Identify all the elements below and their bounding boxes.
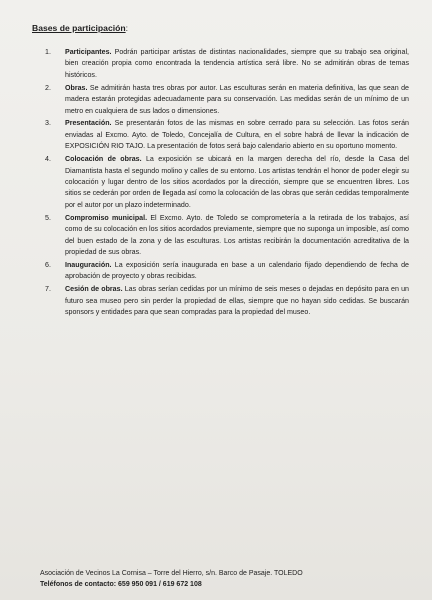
list-item: [33, 213, 409, 259]
list-item: [33, 260, 409, 283]
item-number: 7.: [45, 285, 51, 294]
item-number: 4.: [45, 155, 51, 164]
footer-phones: Teléfonos de contacto: 659 950 091 / 619 672 108: [40, 580, 202, 588]
heading-colon: :: [125, 23, 129, 33]
item-title: Cesión de obras.: [65, 285, 123, 294]
list-item: [33, 154, 409, 211]
item-title: Obras.: [65, 83, 88, 92]
item-text: La exposición sería inaugurada en base a un calendario fijado dependiendo de fecha de aprobación de proyecto y obras recibidas.: [65, 260, 409, 281]
item-title: Compromiso municipal.: [65, 213, 148, 222]
item-text: Se admitirán hasta tres obras por autor. Las esculturas serán en materia definitiva, las que sean de madera estarán protegidas adecuadamente para su conservación. Las medidas serán de un mínimo de un metro en cualquiera de sus lados o dimensiones.: [65, 83, 409, 115]
item-number: 1.: [45, 48, 51, 56]
item-title: Presentación.: [65, 119, 112, 128]
item-text: Las obras serían cedidas por un mínimo de seis meses o dejadas en depósito para en un futuro sea museo pero sin perder la propiedad de ellas, siempre que no hayan sido cedidas. Se buscarán sponsors y entidades para que sean compradas para la propiedad del museo.: [65, 285, 409, 316]
list-item: [33, 284, 409, 318]
rules-list: [33, 47, 409, 320]
item-title: Colocación de obras.: [65, 155, 142, 164]
item-text: Se presentarán fotos de las mismas en sobre cerrado para su selección. Las fotos serán enviadas al Excmo. Ayto. de Toledo, Concejalía de Cultura, en el sobre habrá de llevar la indicación de EXPOSICIÓN RIO TAJO. La presentación de fotos será bajo calendario abierto en su oportuno momento.: [65, 119, 409, 151]
item-title: Inauguración.: [65, 260, 112, 269]
item-text: El Excmo. Ayto. de Toledo se comprometería a la retirada de los trabajos, así como de su colocación en los sitios acordados previamente, siempre que no suponga un imposible, así como del buen estado de la zona y de las esculturas. Los artistas recibirán la documentación acreditativa de la propiedad de sus obras.: [65, 213, 409, 256]
item-number: 5.: [45, 213, 51, 222]
item-number: 3.: [45, 119, 51, 128]
item-text: Podrán participar artistas de distintas nacionalidades, siempre que su trabajo sea original, bien creación propia como encontrada la tendencia artística será libre. No se admitirán obras de temas históricos.: [65, 48, 409, 79]
footer-address: Asociación de Vecinos La Cornisa – Torre del Hierro, s/n. Barco de Pasaje. TOLEDO: [40, 570, 303, 577]
section-heading: [32, 23, 128, 34]
footer: [40, 569, 420, 590]
item-text: La exposición se ubicará en la margen derecha del río, desde la Casa del Diamantista hasta el segundo molino y calles de su entorno. Los artistas tendrán el honor de poder elegir su colocación y lugar dentro de los sitios acordados por la dirección, siempre que se encuentren libres. Los sitios se cederán por orden de llegada así como la colocación de las obras que serán cedidas temporalmente por el autor por un plazo indeterminado.: [65, 155, 409, 209]
heading-title: Bases de participación: [32, 23, 126, 33]
list-item: [33, 83, 409, 117]
item-title: Participantes.: [65, 48, 112, 56]
list-item: [33, 118, 409, 152]
item-number: 6.: [45, 260, 51, 269]
item-number: 2.: [45, 83, 51, 92]
list-item: [33, 47, 409, 81]
